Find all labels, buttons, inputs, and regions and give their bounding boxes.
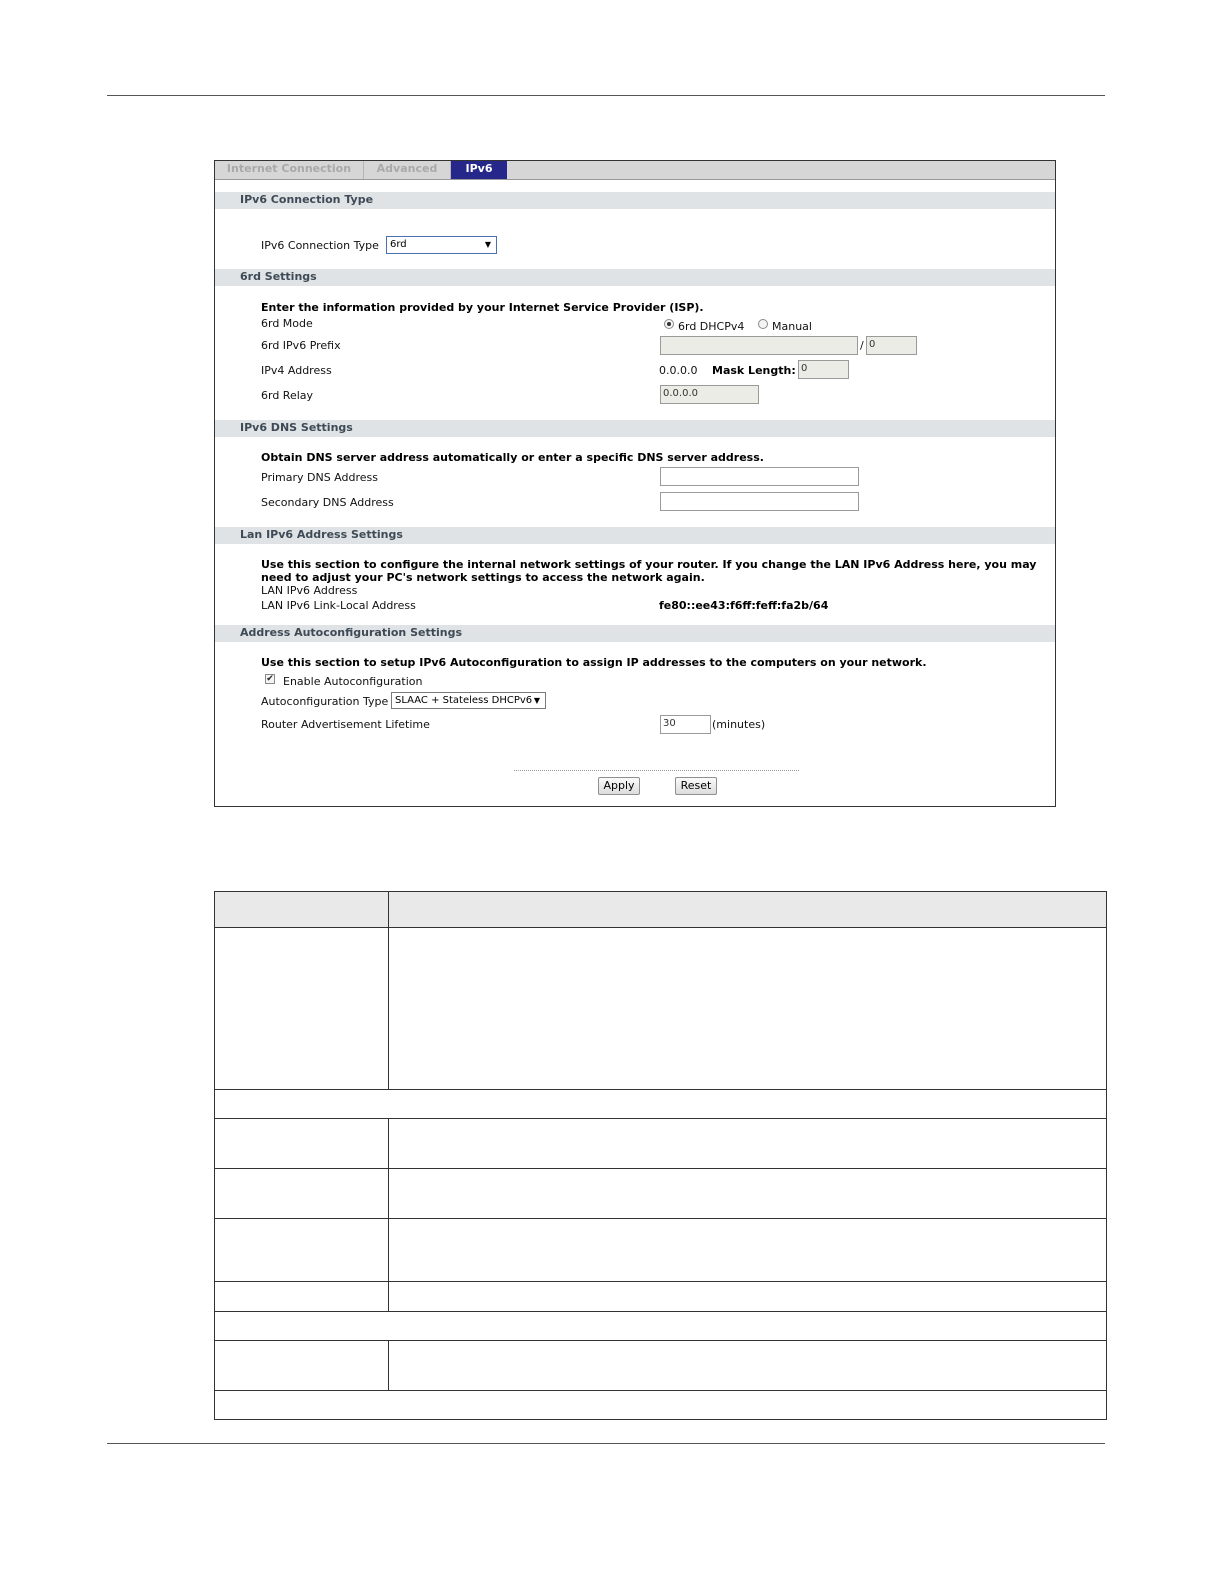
apply-button[interactable]: Apply bbox=[598, 777, 640, 795]
dns-intro: Obtain DNS server address automatically or enter a specific DNS server address. bbox=[261, 451, 764, 464]
secondary-dns-label: Secondary DNS Address bbox=[261, 496, 394, 509]
section-lan-ipv6: Lan IPv6 Address Settings bbox=[215, 527, 1055, 544]
section-connection-type: IPv6 Connection Type bbox=[215, 192, 1055, 209]
enable-autoconfiguration-label: Enable Autoconfiguration bbox=[283, 675, 423, 688]
column-divider bbox=[388, 1118, 389, 1311]
table-row-divider bbox=[215, 1281, 1106, 1282]
reset-button[interactable]: Reset bbox=[675, 777, 717, 795]
table-row-divider bbox=[215, 1218, 1106, 1219]
lan-link-local-value: fe80::ee43:f6ff:feff:fa2b/64 bbox=[659, 599, 829, 612]
table-row-divider bbox=[215, 1089, 1106, 1090]
lan-ipv6-address-label: LAN IPv6 Address bbox=[261, 584, 358, 597]
section-autoconfiguration: Address Autoconfiguration Settings bbox=[215, 625, 1055, 642]
connection-type-label: IPv6 Connection Type bbox=[261, 239, 379, 252]
tab-bar bbox=[215, 161, 1055, 180]
lan-intro-line1: Use this section to configure the internal network settings of your router. If you change the LAN IPv6 Address here, you may bbox=[261, 558, 1037, 571]
section-6rd-settings: 6rd Settings bbox=[215, 269, 1055, 286]
ra-lifetime-unit: (minutes) bbox=[712, 718, 766, 731]
button-divider bbox=[514, 770, 799, 771]
6rd-relay-input[interactable]: 0.0.0.0 bbox=[660, 385, 759, 404]
lan-intro-line2: need to adjust your PC's network settings to access the network again. bbox=[261, 571, 705, 584]
router-ipv6-panel bbox=[214, 160, 1056, 807]
column-divider bbox=[388, 1340, 389, 1390]
description-table-header bbox=[215, 892, 1106, 928]
ra-lifetime-label: Router Advertisement Lifetime bbox=[261, 718, 430, 731]
table-row-divider bbox=[215, 1340, 1106, 1341]
autoconfiguration-type-select[interactable] bbox=[391, 692, 546, 709]
secondary-dns-input[interactable] bbox=[660, 492, 859, 511]
primary-dns-label: Primary DNS Address bbox=[261, 471, 378, 484]
ra-lifetime-input[interactable]: 30 bbox=[660, 715, 711, 734]
ipv4-address-label: IPv4 Address bbox=[261, 364, 332, 377]
6rd-relay-label: 6rd Relay bbox=[261, 389, 314, 402]
prefix-separator: / bbox=[860, 339, 864, 352]
autoconfiguration-type-value: SLAAC + Stateless DHCPv6 bbox=[395, 695, 533, 706]
radio-manual[interactable] bbox=[758, 319, 768, 329]
6rd-prefix-length-input[interactable]: 0 bbox=[866, 336, 917, 355]
lan-link-local-label: LAN IPv6 Link-Local Address bbox=[261, 599, 416, 612]
table-row-divider bbox=[215, 1118, 1106, 1119]
radio-manual-label: Manual bbox=[772, 320, 812, 333]
connection-type-select[interactable] bbox=[386, 236, 497, 254]
footer-rule bbox=[107, 1443, 1105, 1444]
description-table bbox=[214, 891, 1107, 1420]
table-row-divider bbox=[215, 1311, 1106, 1312]
table-row-divider bbox=[215, 1168, 1106, 1169]
6rd-intro: Enter the information provided by your Internet Service Provider (ISP). bbox=[261, 301, 704, 314]
tab-ipv6[interactable]: IPv6 bbox=[451, 161, 507, 179]
chevron-down-icon: ▼ bbox=[484, 240, 491, 249]
autoconfiguration-type-label: Autoconfiguration Type bbox=[261, 695, 389, 708]
autoconf-intro: Use this section to setup IPv6 Autoconfiguration to assign IP addresses to the computers on your network. bbox=[261, 656, 927, 669]
enable-autoconfiguration-checkbox[interactable]: ✔ bbox=[266, 674, 274, 684]
tab-advanced[interactable]: Advanced bbox=[364, 161, 451, 179]
mask-length-label: Mask Length: bbox=[712, 364, 796, 377]
connection-type-value: 6rd bbox=[390, 239, 407, 250]
primary-dns-input[interactable] bbox=[660, 467, 859, 486]
6rd-prefix-label: 6rd IPv6 Prefix bbox=[261, 339, 341, 352]
section-dns-settings: IPv6 DNS Settings bbox=[215, 420, 1055, 437]
table-row-divider bbox=[215, 1390, 1106, 1391]
column-divider bbox=[388, 892, 389, 1089]
radio-6rd-dhcpv4-label: 6rd DHCPv4 bbox=[678, 320, 745, 333]
header-rule bbox=[107, 95, 1105, 96]
radio-6rd-dhcpv4[interactable] bbox=[664, 319, 674, 329]
6rd-prefix-input[interactable] bbox=[660, 336, 858, 355]
ipv4-address-value: 0.0.0.0 bbox=[659, 364, 698, 377]
mask-length-input[interactable]: 0 bbox=[798, 360, 849, 379]
chevron-down-icon: ▼ bbox=[533, 696, 540, 705]
6rd-mode-label: 6rd Mode bbox=[261, 317, 313, 330]
tab-internet-connection[interactable]: Internet Connection bbox=[215, 161, 364, 179]
